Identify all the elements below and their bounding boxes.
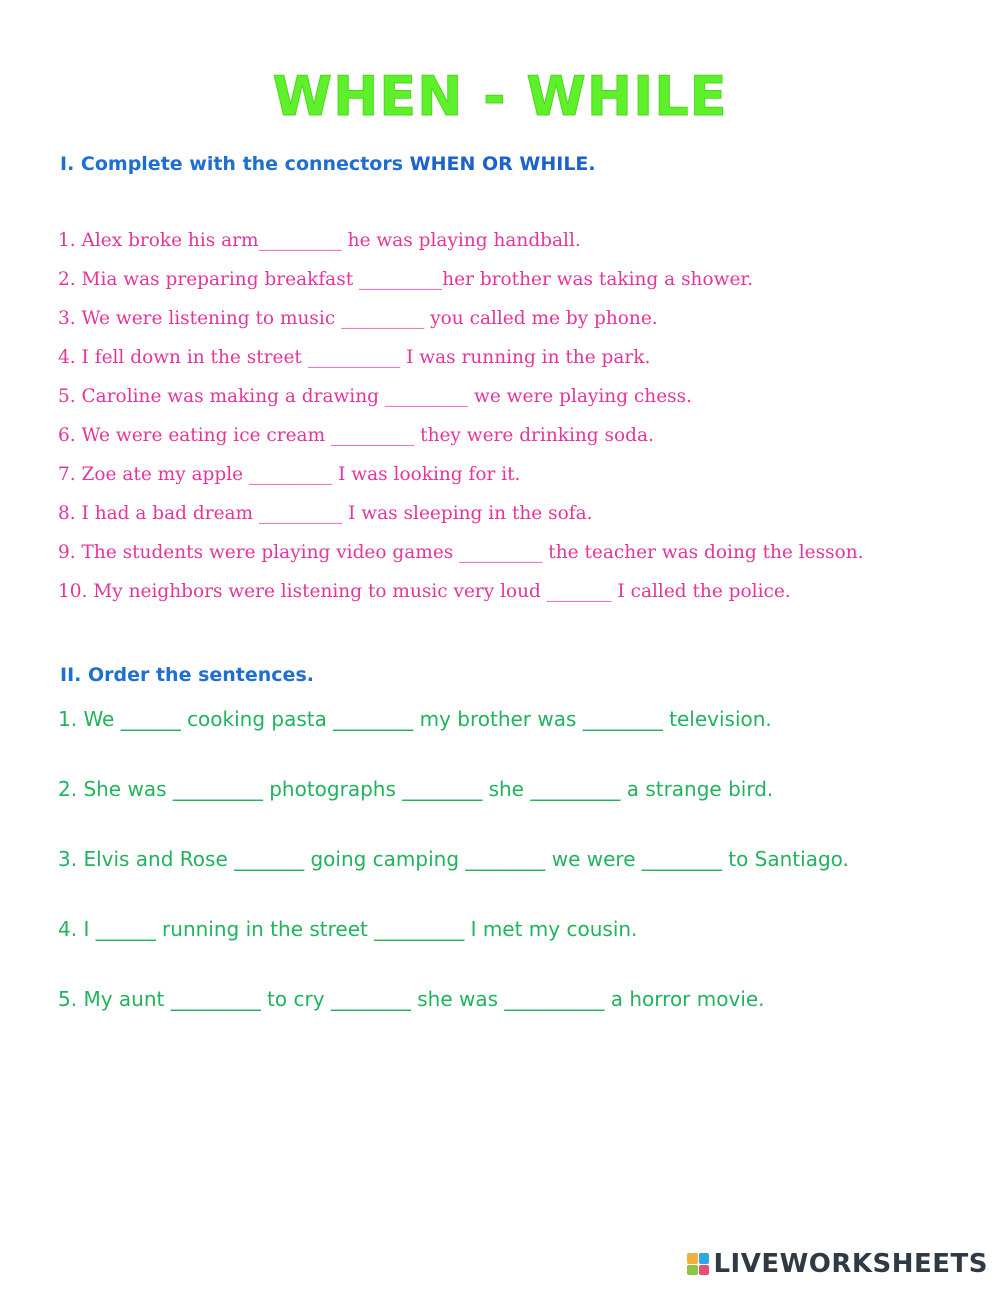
logo-cell (687, 1253, 698, 1264)
exercise-1-item: 8. I had a bad dream _________ I was sleeping in the sofa. (58, 503, 593, 524)
exercise-2-item: 1. We ______ cooking pasta ________ my brother was ________ television. (58, 707, 772, 731)
logo-cell (699, 1265, 710, 1276)
section-2-heading: II. Order the sentences. (60, 664, 314, 686)
brand-name: LIVEWORKSHEETS (713, 1249, 988, 1279)
page-title: WHEN - WHILE (272, 65, 728, 128)
liveworksheets-logo-icon (687, 1253, 709, 1275)
section-1-heading (60, 151, 596, 177)
section-1-heading-highlight: WHEN OR WHILE. (409, 153, 596, 175)
liveworksheets-brand (687, 1249, 988, 1279)
exercise-2-item: 4. I ______ running in the street _________ I met my cousin. (58, 917, 638, 941)
section-1-heading-prefix: I. Complete with the connectors (60, 153, 410, 175)
exercise-1-item: 10. My neighbors were listening to music very loud _______ I called the police. (58, 581, 791, 602)
exercise-1-item: 1. Alex broke his arm_________ he was playing handball. (58, 230, 581, 251)
exercise-2-item: 2. She was _________ photographs ________ she _________ a strange bird. (58, 777, 774, 801)
exercise-1-item: 6. We were eating ice cream _________ they were drinking soda. (58, 425, 654, 446)
exercise-2-item: 5. My aunt _________ to cry ________ she was __________ a horror movie. (58, 987, 765, 1011)
exercise-1-item: 9. The students were playing video games _________ the teacher was doing the lesson. (58, 542, 864, 563)
exercise-2-item: 3. Elvis and Rose _______ going camping ________ we were ________ to Santiago. (58, 847, 849, 871)
logo-cell (699, 1253, 710, 1264)
exercise-1-item: 2. Mia was preparing breakfast _________her brother was taking a shower. (58, 269, 754, 290)
exercise-1-item: 7. Zoe ate my apple _________ I was looking for it. (58, 464, 521, 485)
exercise-1-item: 5. Caroline was making a drawing _________ we were playing chess. (58, 386, 693, 407)
logo-cell (687, 1265, 698, 1276)
exercise-1-item: 4. I fell down in the street __________ I was running in the park. (58, 347, 651, 368)
exercise-1-item: 3. We were listening to music _________ you called me by phone. (58, 308, 658, 329)
